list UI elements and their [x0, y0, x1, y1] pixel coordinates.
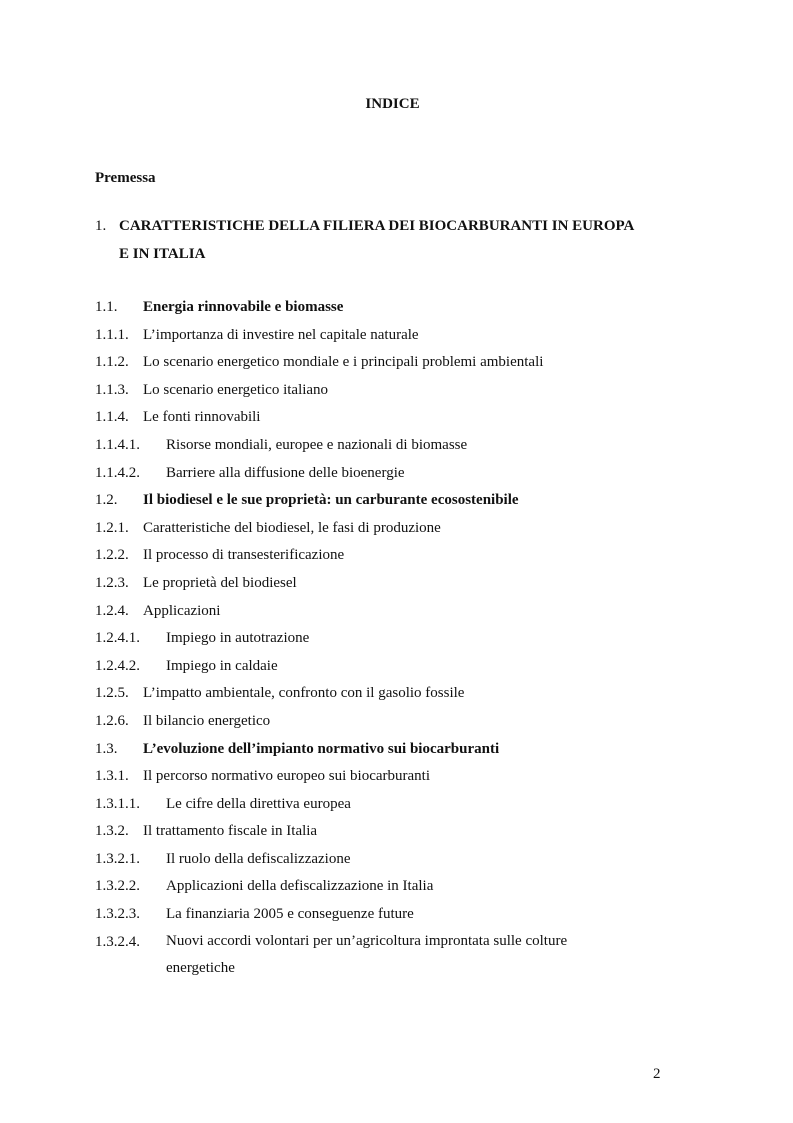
toc-entry	[95, 792, 655, 820]
toc-entry-number: 1.2.4.2.	[95, 657, 140, 674]
toc-entry-number: 1.1.	[95, 299, 118, 315]
toc-entry-number: 1.2.1.	[95, 519, 129, 536]
toc-entry-title: Barriere alla diffusione delle bioenergie	[166, 464, 405, 481]
toc-entry-title: Il percorso normativo europeo sui biocarburanti	[143, 768, 430, 785]
toc-entry	[95, 709, 655, 737]
toc-entry-number: 1.3.1.1.	[95, 795, 140, 812]
toc-entry-number: 1.3.2.4.	[95, 933, 140, 950]
page-number: 2	[653, 1066, 661, 1082]
toc-entry	[95, 654, 655, 682]
toc-entry-title: Le cifre della direttiva europea	[166, 795, 351, 812]
toc-entry	[95, 378, 655, 406]
table-of-contents	[95, 295, 655, 985]
toc-entry	[95, 847, 655, 875]
toc-entry-title: La finanziaria 2005 e conseguenze future	[166, 906, 414, 923]
toc-entry-title: Il ruolo della defiscalizzazione	[166, 850, 351, 867]
toc-entry	[95, 764, 655, 792]
toc-entry	[95, 461, 655, 489]
toc-entry	[95, 737, 655, 765]
toc-entry-number: 1.1.2.	[95, 354, 129, 371]
toc-chapter-number: 1.	[95, 218, 107, 234]
toc-entry-title: Il biodiesel e le sue proprietà: un carburante ecosostenibile	[143, 492, 519, 509]
toc-entry-number: 1.3.2.1.	[95, 850, 140, 867]
toc-entry-title: Applicazioni della defiscalizzazione in Italia	[166, 878, 434, 895]
toc-entry	[95, 433, 655, 461]
toc-entry-number: 1.1.1.	[95, 326, 129, 343]
toc-entry-title: Le fonti rinnovabili	[143, 409, 261, 426]
toc-entry	[95, 323, 655, 351]
toc-entry-number: 1.1.4.1.	[95, 436, 140, 453]
toc-entry-title: Lo scenario energetico mondiale e i principali problemi ambientali	[143, 354, 544, 371]
toc-entry-number: 1.3.2.	[95, 823, 129, 840]
toc-entry-title: Impiego in caldaie	[166, 657, 278, 674]
toc-entry-number: 1.3.2.3.	[95, 906, 140, 923]
toc-entry-number: 1.3.2.2.	[95, 878, 140, 895]
toc-entry	[95, 874, 655, 902]
toc-entry	[95, 350, 655, 378]
toc-entry-title: Caratteristiche del biodiesel, le fasi di produzione	[143, 519, 441, 536]
toc-entry	[95, 930, 655, 985]
toc-entry-premessa: Premessa	[95, 170, 156, 186]
toc-entry	[95, 819, 655, 847]
page-title: INDICE	[365, 96, 420, 112]
toc-entry-number: 1.1.4.2.	[95, 464, 140, 481]
toc-entry-title: Risorse mondiali, europee e nazionali di biomasse	[166, 436, 468, 453]
toc-entry-title: Il trattamento fiscale in Italia	[143, 823, 318, 840]
toc-entry-number: 1.1.4.	[95, 409, 129, 426]
toc-entry-title: Il bilancio energetico	[143, 712, 271, 729]
toc-entry-title: Applicazioni	[143, 602, 221, 619]
toc-entry	[95, 599, 655, 627]
toc-chapter-title: CARATTERISTICHE DELLA FILIERA DEI BIOCARBURANTI IN EUROPA E IN ITALIA	[119, 218, 634, 262]
toc-entry-number: 1.2.2.	[95, 547, 129, 564]
toc-entry-number: 1.3.1.	[95, 768, 129, 785]
toc-entry-title: Le proprietà del biodiesel	[143, 574, 297, 591]
toc-entry	[95, 295, 655, 323]
toc-entry-number: 1.2.3.	[95, 574, 129, 591]
toc-entry-number: 1.2.4.	[95, 602, 129, 619]
toc-entry-title: L’importanza di investire nel capitale naturale	[143, 326, 419, 343]
toc-entry	[95, 405, 655, 433]
toc-chapter-1	[95, 212, 635, 268]
toc-entry-title: Energia rinnovabile e biomasse	[143, 299, 344, 315]
toc-entry-title: Il processo di transesterificazione	[143, 547, 345, 564]
toc-entry-title: L’evoluzione dell’impianto normativo sui biocarburanti	[143, 740, 500, 757]
toc-entry	[95, 516, 655, 544]
toc-entry-number: 1.2.	[95, 492, 118, 509]
toc-entry	[95, 571, 655, 599]
toc-entry	[95, 488, 655, 516]
toc-entry-number: 1.2.4.1.	[95, 630, 140, 647]
toc-entry-number: 1.2.6.	[95, 712, 129, 729]
toc-entry	[95, 626, 655, 654]
toc-entry-title: Lo scenario energetico italiano	[143, 381, 329, 398]
toc-entry-number: 1.1.3.	[95, 381, 129, 398]
toc-entry-title: Impiego in autotrazione	[166, 630, 310, 647]
toc-entry-title: L’impatto ambientale, confronto con il gasolio fossile	[143, 685, 465, 702]
toc-entry-number: 1.2.5.	[95, 685, 129, 702]
toc-entry-number: 1.3.	[95, 740, 118, 757]
toc-entry	[95, 902, 655, 930]
toc-entry	[95, 681, 655, 709]
toc-entry	[95, 543, 655, 571]
toc-entry-title: Nuovi accordi volontari per un’agricoltura improntata sulle colture energetiche	[166, 932, 568, 977]
